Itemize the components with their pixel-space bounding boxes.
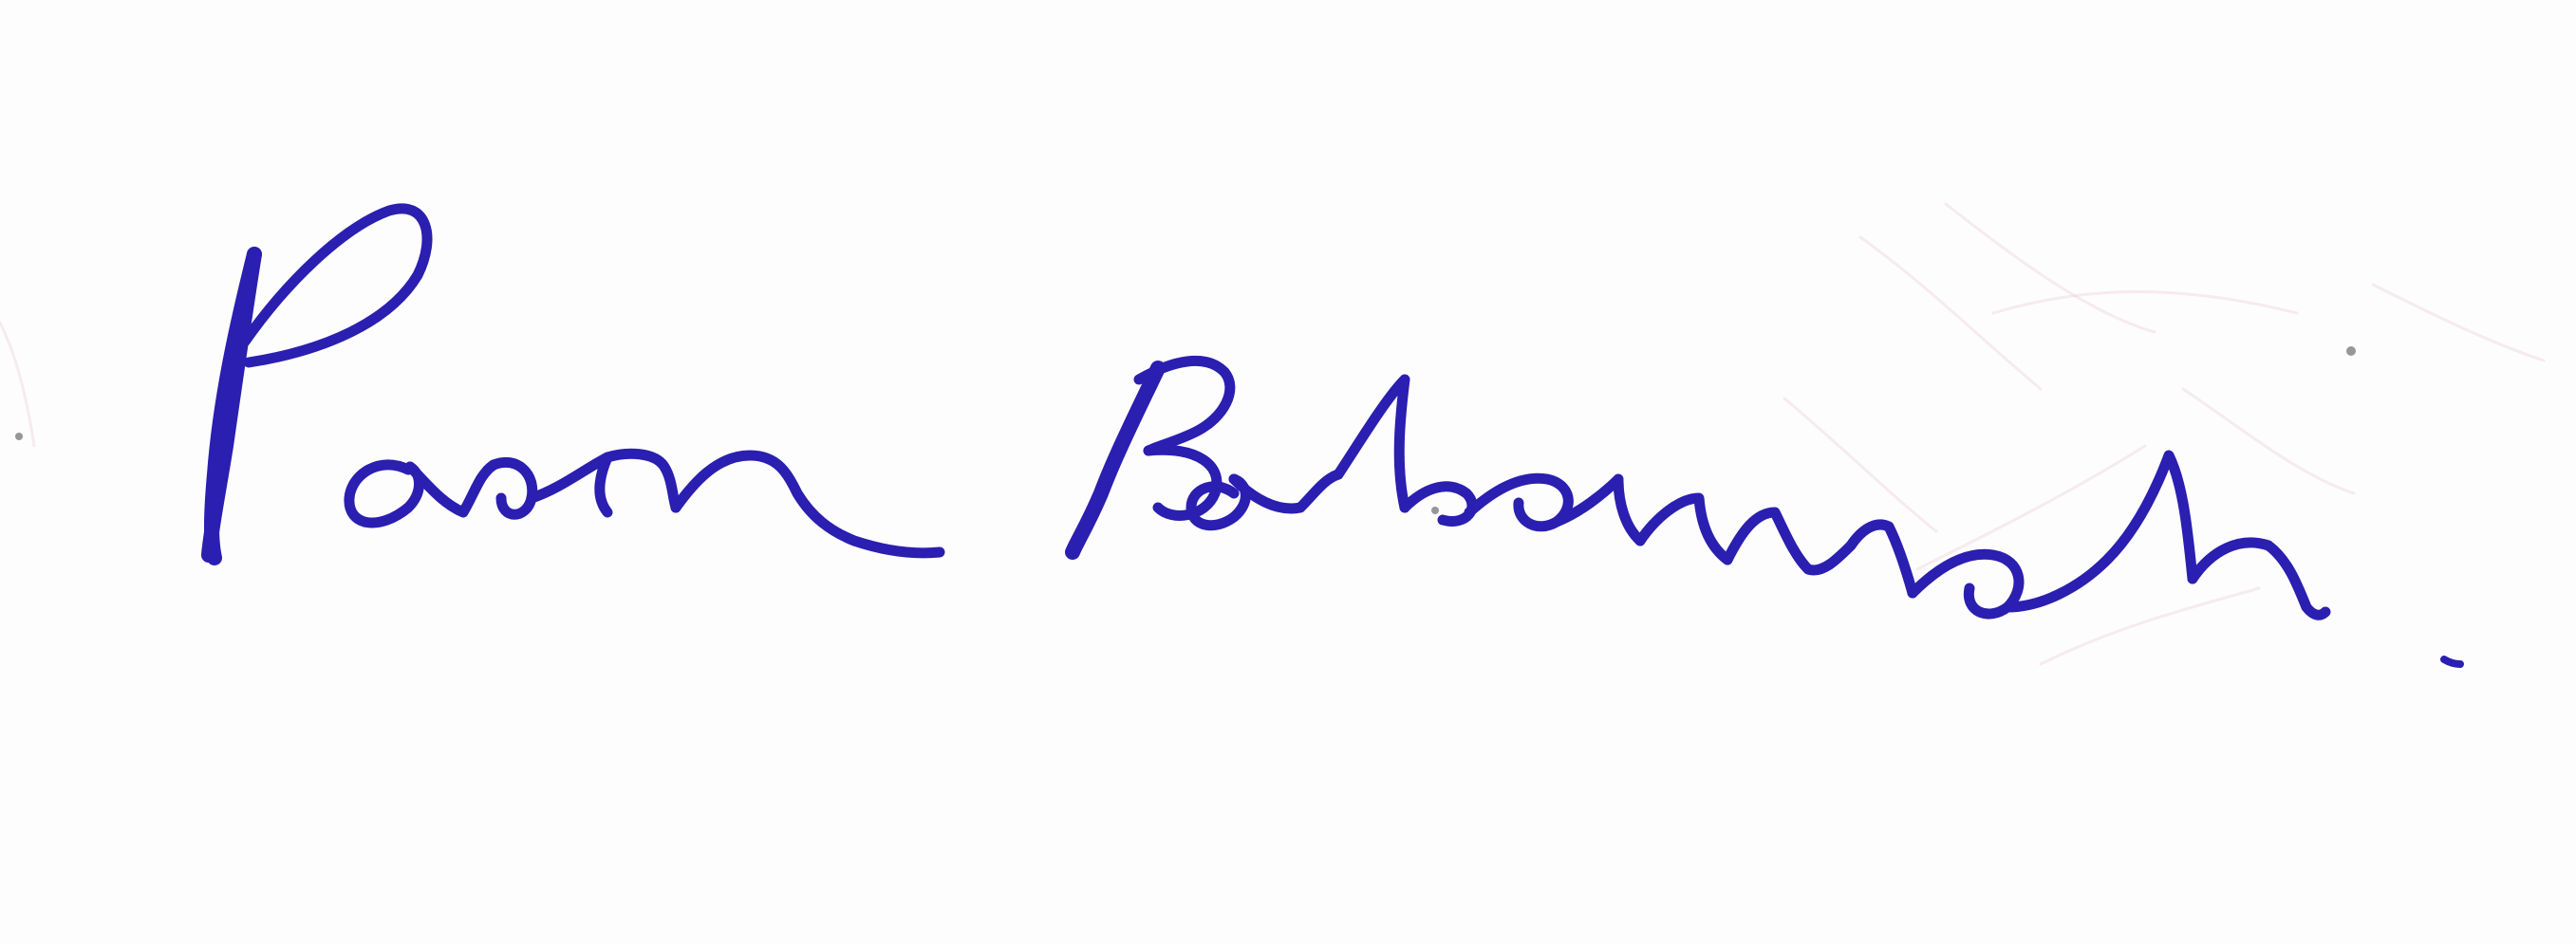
signature-word-aran (349, 453, 940, 553)
signature-letter-p (209, 209, 427, 558)
signature-period-mark (2444, 659, 2460, 664)
signature-word-orbaruah (1191, 379, 2325, 615)
